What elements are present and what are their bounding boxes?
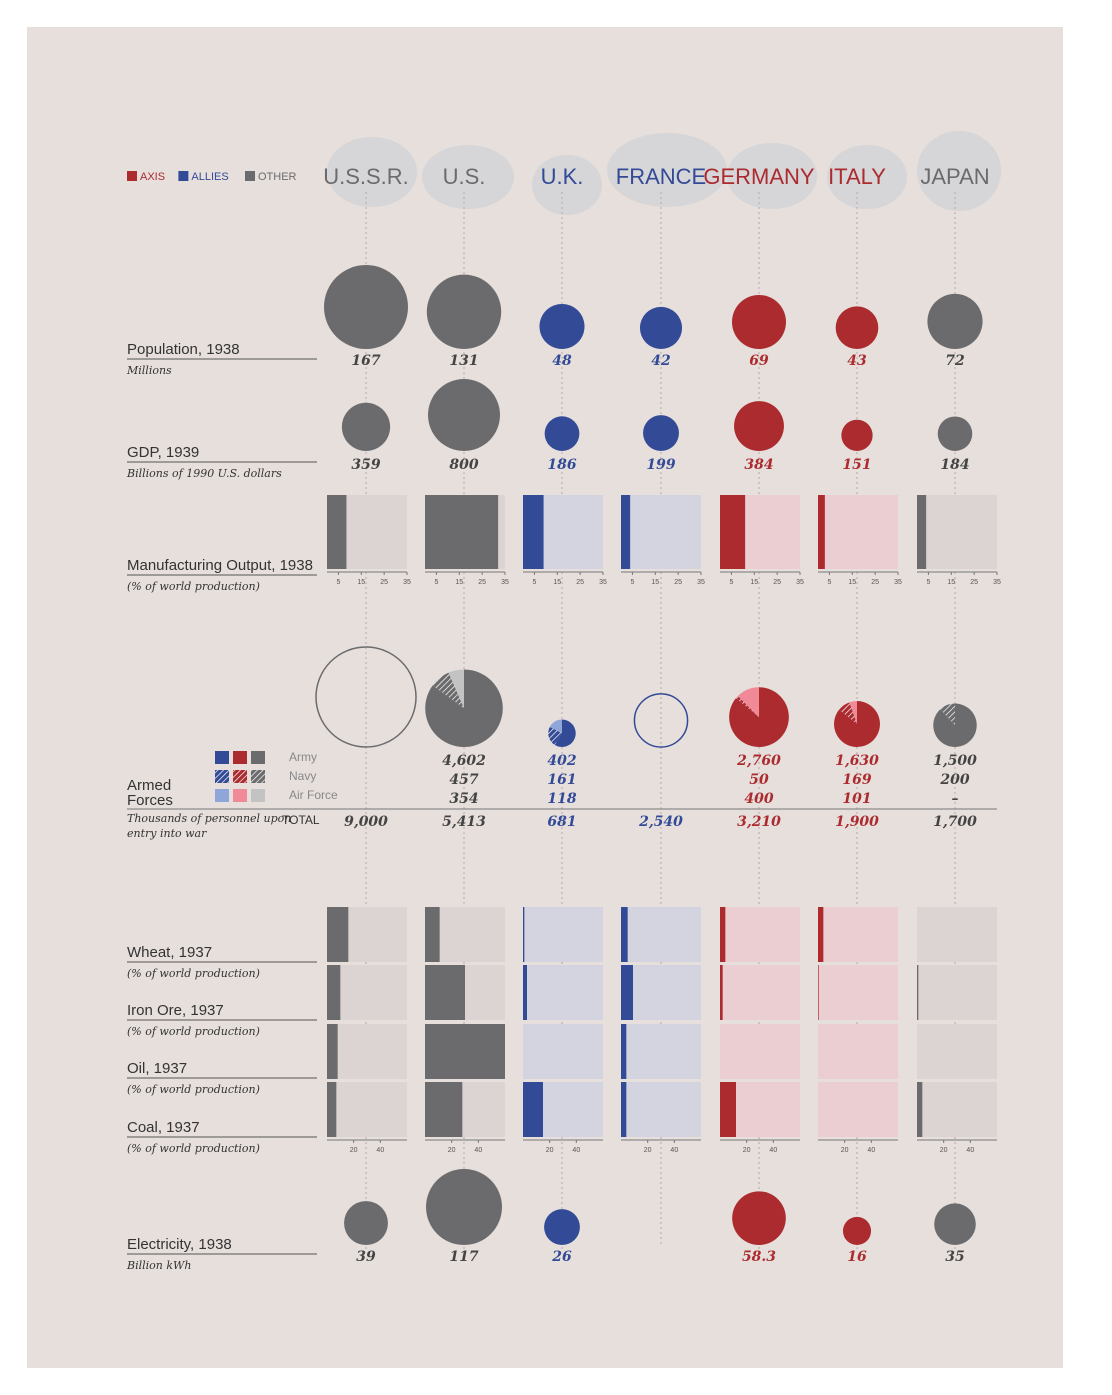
armed-total-value-6: 1,700	[933, 814, 977, 830]
armed-key-navy-allies	[215, 770, 229, 783]
manufacturing-bar-0	[327, 495, 346, 569]
gdp-value-2: 186	[547, 457, 577, 473]
iron-bar-bg-2	[523, 965, 603, 1020]
armed-air-value-4: 400	[744, 791, 774, 807]
gdp-value-4: 384	[744, 457, 774, 473]
population-circle-4	[732, 295, 786, 349]
country-header-germany: GERMANY	[703, 164, 815, 189]
iron-bar-1	[425, 965, 465, 1020]
iron-bar-2	[523, 965, 527, 1020]
manufacturing-tick-label-5-1: 15	[848, 579, 857, 586]
oil-bar-bg-5	[818, 1024, 898, 1079]
resources-tick-label-6-0: 20	[939, 1147, 948, 1154]
manufacturing-tick-label-2-3: 35	[599, 579, 607, 586]
iron-bar-3	[621, 965, 633, 1020]
population-value-3: 42	[651, 353, 671, 369]
iron-subtitle: (% of world production)	[127, 1025, 260, 1038]
electricity-title: Electricity, 1938	[127, 1236, 232, 1253]
armed-air-value-5: 101	[842, 791, 872, 807]
gdp-circle-1	[428, 379, 500, 451]
armed-air-value-1: 354	[449, 791, 479, 807]
gdp-title: GDP, 1939	[127, 444, 200, 461]
armed-total-value-0: 9,000	[344, 814, 388, 830]
manufacturing-bar-2	[523, 495, 544, 569]
armed-title-line1: Armed	[127, 777, 172, 794]
armed-key-label-air: Air Force	[289, 788, 338, 802]
legend-label-other: OTHER	[258, 171, 297, 183]
gdp-circle-4	[734, 401, 784, 451]
electricity-circle-2	[544, 1209, 580, 1245]
population-circle-6	[927, 294, 982, 349]
gdp-circle-3	[643, 415, 679, 451]
manufacturing-bar-1	[425, 495, 498, 569]
manufacturing-title: Manufacturing Output, 1938	[127, 557, 313, 574]
manufacturing-bar-4	[720, 495, 745, 569]
manufacturing-bar-bg-6	[917, 495, 997, 569]
resources-tick-label-2-1: 40	[572, 1147, 581, 1154]
population-value-2: 48	[552, 353, 572, 369]
manufacturing-tick-label-5-0: 5	[827, 579, 832, 586]
electricity-value-1: 117	[449, 1249, 479, 1265]
country-header-japan: JAPAN	[920, 164, 990, 189]
iron-bar-4	[720, 965, 723, 1020]
gdp-circle-5	[841, 420, 872, 451]
country-header-uk: U.K.	[540, 164, 584, 189]
oil-subtitle: (% of world production)	[127, 1083, 260, 1096]
resources-tick-label-6-1: 40	[966, 1147, 975, 1154]
electricity-circle-5	[843, 1217, 871, 1245]
armed-key-air-axis	[233, 789, 247, 802]
armed-key-navy-other	[251, 770, 265, 783]
electricity-value-2: 26	[552, 1249, 572, 1265]
wheat-subtitle: (% of world production)	[127, 967, 260, 980]
manufacturing-tick-label-1-2: 25	[478, 579, 487, 586]
gdp-subtitle: Billions of 1990 U.S. dollars	[127, 467, 282, 480]
oil-bar-bg-6	[917, 1024, 997, 1079]
wheat-bar-bg-3	[621, 907, 701, 962]
oil-bar-bg-3	[621, 1024, 701, 1079]
resources-tick-label-0-1: 40	[376, 1147, 385, 1154]
coal-bar-bg-0	[327, 1082, 407, 1137]
manufacturing-tick-label-6-3: 35	[993, 579, 1001, 586]
resources-tick-label-5-1: 40	[867, 1147, 876, 1154]
manufacturing-tick-label-0-0: 5	[336, 579, 341, 586]
manufacturing-tick-label-3-1: 15	[651, 579, 660, 586]
manufacturing-tick-label-0-2: 25	[380, 579, 389, 586]
wheat-bar-4	[720, 907, 725, 962]
gdp-value-3: 199	[646, 457, 676, 473]
armed-pie-outline-3	[634, 694, 687, 747]
manufacturing-tick-label-5-2: 25	[871, 579, 880, 586]
armed-total-value-4: 3,210	[737, 814, 781, 830]
gdp-circle-2	[545, 416, 580, 451]
manufacturing-tick-label-4-0: 5	[729, 579, 734, 586]
armed-total-value-1: 5,413	[442, 814, 486, 830]
resources-tick-label-3-0: 20	[643, 1147, 652, 1154]
armed-key-air-allies	[215, 789, 229, 802]
legend-swatch-axis	[127, 171, 137, 181]
resources-tick-label-5-0: 20	[840, 1147, 849, 1154]
coal-bar-bg-6	[917, 1082, 997, 1137]
coal-bar-0	[327, 1082, 336, 1137]
iron-title: Iron Ore, 1937	[127, 1002, 224, 1019]
resources-tick-label-4-1: 40	[769, 1147, 778, 1154]
armed-army-value-5: 1,630	[835, 753, 879, 769]
iron-bar-bg-6	[917, 965, 997, 1020]
armed-title-line2: Forces	[127, 792, 173, 809]
manufacturing-tick-label-1-1: 15	[455, 579, 464, 586]
armed-air-value-2: 118	[547, 791, 577, 807]
population-value-1: 131	[449, 353, 479, 369]
country-header-france: FRANCE	[615, 164, 707, 189]
wheat-bar-bg-6	[917, 907, 997, 962]
manufacturing-bar-5	[818, 495, 825, 569]
electricity-circle-0	[344, 1201, 388, 1245]
manufacturing-subtitle: (% of world production)	[127, 580, 260, 593]
armed-navy-value-5: 169	[842, 772, 872, 788]
iron-bar-bg-5	[818, 965, 898, 1020]
armed-key-air-other	[251, 789, 265, 802]
population-circle-5	[836, 306, 879, 349]
coal-bar-2	[523, 1082, 543, 1137]
armed-key-army-axis	[233, 751, 247, 764]
iron-bar-5	[818, 965, 819, 1020]
manufacturing-tick-label-1-3: 35	[501, 579, 509, 586]
resources-tick-label-3-1: 40	[670, 1147, 679, 1154]
iron-bar-0	[327, 965, 340, 1020]
manufacturing-tick-label-0-1: 15	[357, 579, 366, 586]
country-header-italy: ITALY	[828, 164, 886, 189]
population-value-6: 72	[945, 353, 965, 369]
armed-army-value-4: 2,760	[737, 753, 781, 769]
gdp-circle-6	[938, 416, 973, 451]
infographic-poster	[27, 27, 1063, 1368]
coal-title: Coal, 1937	[127, 1119, 200, 1136]
wheat-title: Wheat, 1937	[127, 944, 213, 961]
ww2-resources-chart	[27, 27, 1063, 1368]
coal-subtitle: (% of world production)	[127, 1142, 260, 1155]
wheat-bar-1	[425, 907, 440, 962]
oil-bar-bg-4	[720, 1024, 800, 1079]
armed-army-value-6: 1,500	[933, 753, 977, 769]
legend-swatch-other	[245, 171, 255, 181]
armed-total-value-3: 2,540	[639, 814, 683, 830]
wheat-bar-bg-5	[818, 907, 898, 962]
manufacturing-tick-label-3-2: 25	[674, 579, 683, 586]
resources-tick-label-1-1: 40	[474, 1147, 483, 1154]
coal-bar-1	[425, 1082, 462, 1137]
population-value-5: 43	[847, 353, 867, 369]
gdp-value-6: 184	[940, 457, 970, 473]
manufacturing-tick-label-6-1: 15	[947, 579, 956, 586]
resources-tick-label-1-0: 20	[447, 1147, 456, 1154]
armed-navy-value-4: 50	[749, 772, 769, 788]
armed-air-value-6: –	[951, 791, 959, 807]
country-header-us: U.S.	[442, 164, 486, 189]
iron-bar-bg-4	[720, 965, 800, 1020]
armed-subtitle-line2: entry into war	[127, 827, 207, 840]
armed-army-value-1: 4,602	[442, 753, 486, 769]
manufacturing-tick-label-2-1: 15	[553, 579, 562, 586]
population-circle-3	[640, 307, 682, 349]
legend-swatch-allies	[178, 171, 188, 181]
armed-total-value-2: 681	[547, 814, 577, 830]
manufacturing-tick-label-2-2: 25	[576, 579, 585, 586]
population-circle-1	[427, 275, 501, 349]
oil-bar-3	[621, 1024, 626, 1079]
gdp-value-5: 151	[842, 457, 872, 473]
population-circle-2	[539, 304, 584, 349]
armed-subtitle-line1: Thousands of personnel upon	[127, 812, 292, 825]
resources-tick-label-0-0: 20	[349, 1147, 358, 1154]
manufacturing-bar-6	[917, 495, 926, 569]
country-header-ussr: U.S.S.R.	[323, 164, 409, 189]
armed-navy-value-6: 200	[940, 772, 970, 788]
wheat-bar-3	[621, 907, 628, 962]
population-value-0: 167	[351, 353, 381, 369]
manufacturing-bar-bg-3	[621, 495, 701, 569]
manufacturing-tick-label-4-1: 15	[750, 579, 759, 586]
manufacturing-tick-label-6-0: 5	[926, 579, 931, 586]
electricity-circle-4	[732, 1191, 786, 1245]
armed-navy-value-1: 457	[449, 772, 479, 788]
coal-bar-4	[720, 1082, 736, 1137]
wheat-bar-bg-2	[523, 907, 603, 962]
armed-pie-slice-6-0	[933, 704, 976, 747]
oil-bar-bg-0	[327, 1024, 407, 1079]
armed-total-value-5: 1,900	[835, 814, 879, 830]
manufacturing-tick-label-0-3: 35	[403, 579, 411, 586]
legend-label-allies: ALLIES	[191, 171, 229, 183]
iron-bar-6	[917, 965, 918, 1020]
manufacturing-tick-label-1-0: 5	[434, 579, 439, 586]
manufacturing-tick-label-3-0: 5	[630, 579, 635, 586]
wheat-bar-2	[523, 907, 524, 962]
manufacturing-tick-label-6-2: 25	[970, 579, 979, 586]
gdp-value-1: 800	[449, 457, 479, 473]
gdp-circle-0	[342, 403, 390, 451]
resources-tick-label-4-0: 20	[742, 1147, 751, 1154]
oil-bar-bg-2	[523, 1024, 603, 1079]
oil-bar-1	[425, 1024, 505, 1079]
wheat-bar-0	[327, 907, 348, 962]
coal-bar-6	[917, 1082, 922, 1137]
manufacturing-tick-label-3-3: 35	[697, 579, 705, 586]
electricity-value-6: 35	[945, 1249, 965, 1265]
oil-bar-0	[327, 1024, 338, 1079]
manufacturing-bar-3	[621, 495, 630, 569]
oil-title: Oil, 1937	[127, 1060, 188, 1077]
population-title: Population, 1938	[127, 341, 240, 358]
armed-total-label: TOTAL	[282, 813, 320, 827]
electricity-value-5: 16	[847, 1249, 867, 1265]
armed-navy-value-2: 161	[547, 772, 577, 788]
manufacturing-tick-label-5-3: 35	[894, 579, 902, 586]
armed-key-army-allies	[215, 751, 229, 764]
electricity-value-0: 39	[356, 1249, 376, 1265]
coal-bar-3	[621, 1082, 626, 1137]
manufacturing-bar-bg-5	[818, 495, 898, 569]
electricity-value-4: 58.3	[741, 1249, 777, 1265]
armed-key-army-other	[251, 751, 265, 764]
coal-bar-bg-3	[621, 1082, 701, 1137]
armed-key-label-navy: Navy	[289, 769, 317, 783]
armed-key-label-army: Army	[289, 750, 317, 764]
wheat-bar-bg-4	[720, 907, 800, 962]
manufacturing-tick-label-2-0: 5	[532, 579, 537, 586]
population-value-4: 69	[749, 353, 769, 369]
armed-army-value-2: 402	[547, 753, 577, 769]
manufacturing-tick-label-4-3: 35	[796, 579, 804, 586]
population-circle-0	[324, 265, 408, 349]
electricity-subtitle: Billion kWh	[127, 1259, 192, 1272]
electricity-circle-1	[426, 1169, 502, 1245]
wheat-bar-5	[818, 907, 823, 962]
population-subtitle: Millions	[127, 364, 172, 377]
coal-bar-bg-5	[818, 1082, 898, 1137]
gdp-value-0: 359	[351, 457, 381, 473]
electricity-circle-6	[934, 1203, 976, 1245]
armed-key-navy-axis	[233, 770, 247, 783]
manufacturing-tick-label-4-2: 25	[773, 579, 782, 586]
legend-label-axis: AXIS	[140, 171, 166, 183]
resources-tick-label-2-0: 20	[545, 1147, 554, 1154]
